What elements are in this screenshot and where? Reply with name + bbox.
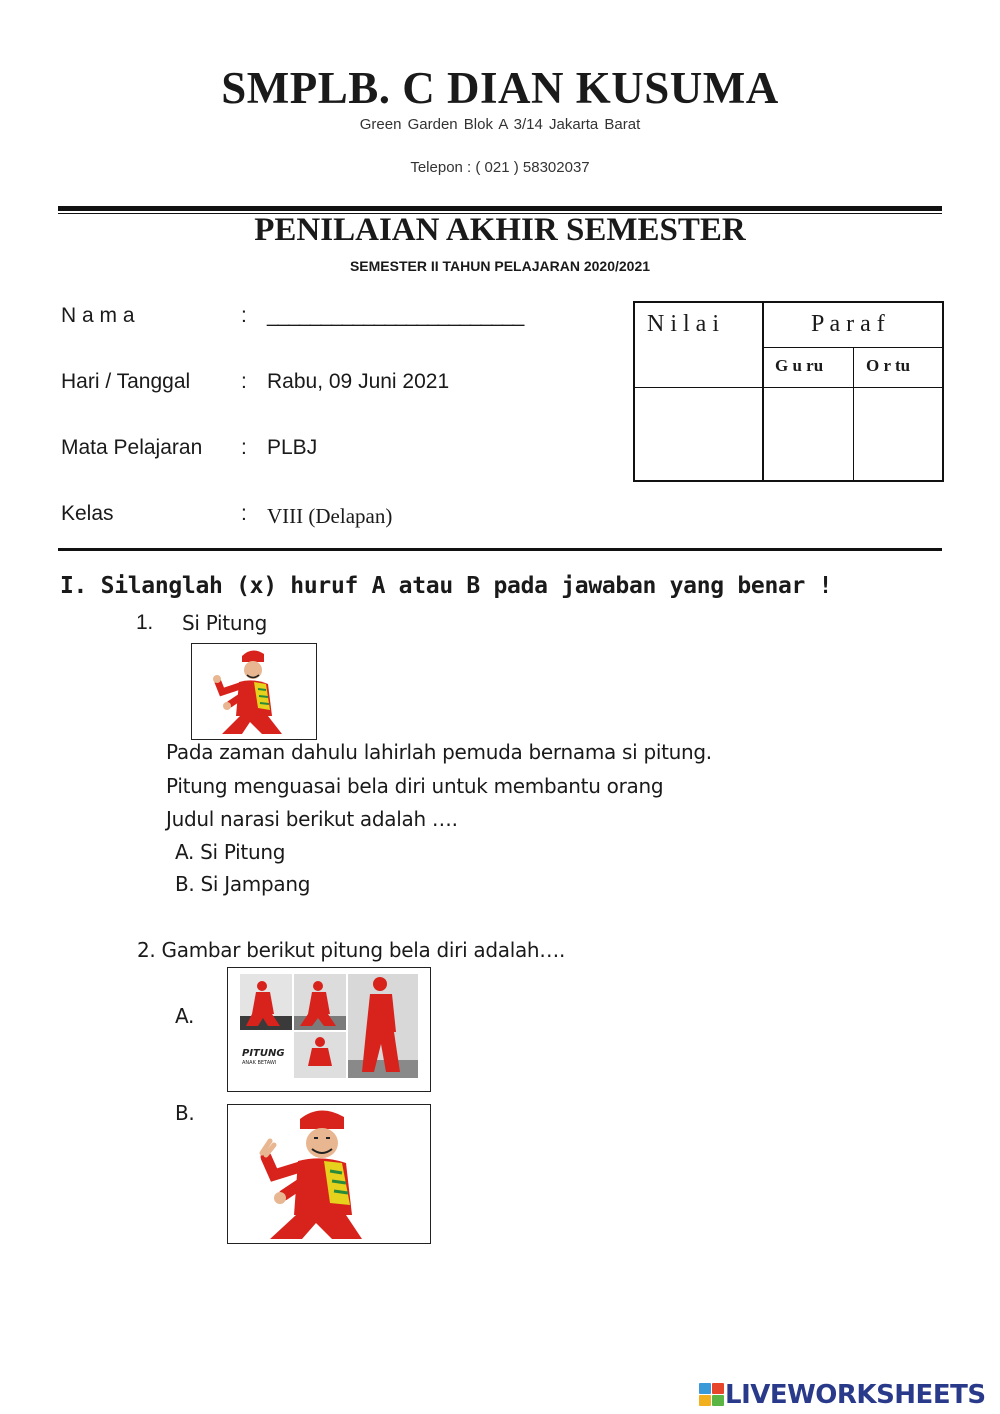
- paraf-header: P a r a f: [811, 311, 885, 337]
- class-colon: :: [241, 502, 247, 525]
- option-a-image[interactable]: [227, 967, 431, 1092]
- question-1-number: 1.: [136, 611, 153, 634]
- grade-table-divider: [853, 347, 854, 480]
- poster-subtitle: ANAK BETAWI: [242, 1060, 277, 1066]
- guru-signature-cell[interactable]: [765, 389, 852, 479]
- info-divider: [58, 548, 942, 551]
- subject-value: PLBJ: [267, 436, 318, 459]
- pitung-illustration-large: [228, 1105, 430, 1243]
- name-field[interactable]: ________________________: [267, 304, 524, 327]
- grade-table-divider: [764, 347, 944, 348]
- question-1-title: Si Pitung: [182, 611, 267, 635]
- header-divider-thick: [58, 206, 942, 211]
- question-2-option-a-label[interactable]: A.: [175, 1004, 195, 1028]
- pitung-illustration: [192, 644, 316, 739]
- question-1-option-b[interactable]: B. Si Jampang: [175, 872, 311, 896]
- poster-title: PITUNG: [242, 1048, 285, 1059]
- school-phone: Telepon : ( 021 ) 58302037: [410, 159, 590, 176]
- name-colon: :: [241, 304, 247, 327]
- ortu-header: O r tu: [866, 356, 911, 375]
- liveworksheets-wordmark: LIVEWORKSHEETS: [725, 1380, 986, 1410]
- school-name: SMPLB. C DIAN KUSUMA: [221, 63, 779, 113]
- liveworksheets-logo-icon: [699, 1383, 725, 1407]
- nilai-header: N i l a i: [647, 311, 719, 337]
- question-2-prompt: 2. Gambar berikut pitung bela diri adalah….: [137, 938, 566, 962]
- question-1-line-1: Pada zaman dahulu lahirlah pemuda bernama si pitung.: [166, 740, 712, 764]
- pitung-photo-collage: [228, 968, 430, 1091]
- liveworksheets-logo[interactable]: [699, 1380, 986, 1410]
- pitung-image-small: [191, 643, 317, 740]
- option-b-image[interactable]: [227, 1104, 431, 1244]
- question-1-line-3: Judul narasi berikut adalah ….: [166, 807, 458, 831]
- class-label: Kelas: [61, 502, 114, 525]
- date-colon: :: [241, 370, 247, 393]
- question-2-option-b-label[interactable]: B.: [175, 1101, 195, 1125]
- guru-header: G u ru: [775, 356, 824, 375]
- question-1-option-a[interactable]: A. Si Pitung: [175, 840, 286, 864]
- date-value: Rabu, 09 Juni 2021: [267, 370, 450, 393]
- grade-table-divider: [635, 387, 944, 388]
- grade-table-divider: [762, 303, 764, 480]
- nilai-cell[interactable]: [637, 389, 761, 479]
- section-heading: I. Silanglah (x) huruf A atau B pada jawaban yang benar !: [60, 573, 833, 599]
- subject-label: Mata Pelajaran: [61, 436, 203, 459]
- date-label: Hari / Tanggal: [61, 370, 191, 393]
- subject-colon: :: [241, 436, 247, 459]
- question-1-line-2: Pitung menguasai bela diri untuk membantu orang: [166, 774, 664, 798]
- grade-table: [633, 301, 944, 482]
- school-address: Green Garden Blok A 3/14 Jakarta Barat: [359, 116, 641, 133]
- exam-title: PENILAIAN AKHIR SEMESTER: [254, 212, 746, 248]
- ortu-signature-cell[interactable]: [855, 389, 943, 479]
- exam-subtitle: SEMESTER II TAHUN PELAJARAN 2020/2021: [349, 258, 651, 274]
- name-label: N a m a: [61, 304, 135, 327]
- class-value: VIII (Delapan): [267, 504, 393, 528]
